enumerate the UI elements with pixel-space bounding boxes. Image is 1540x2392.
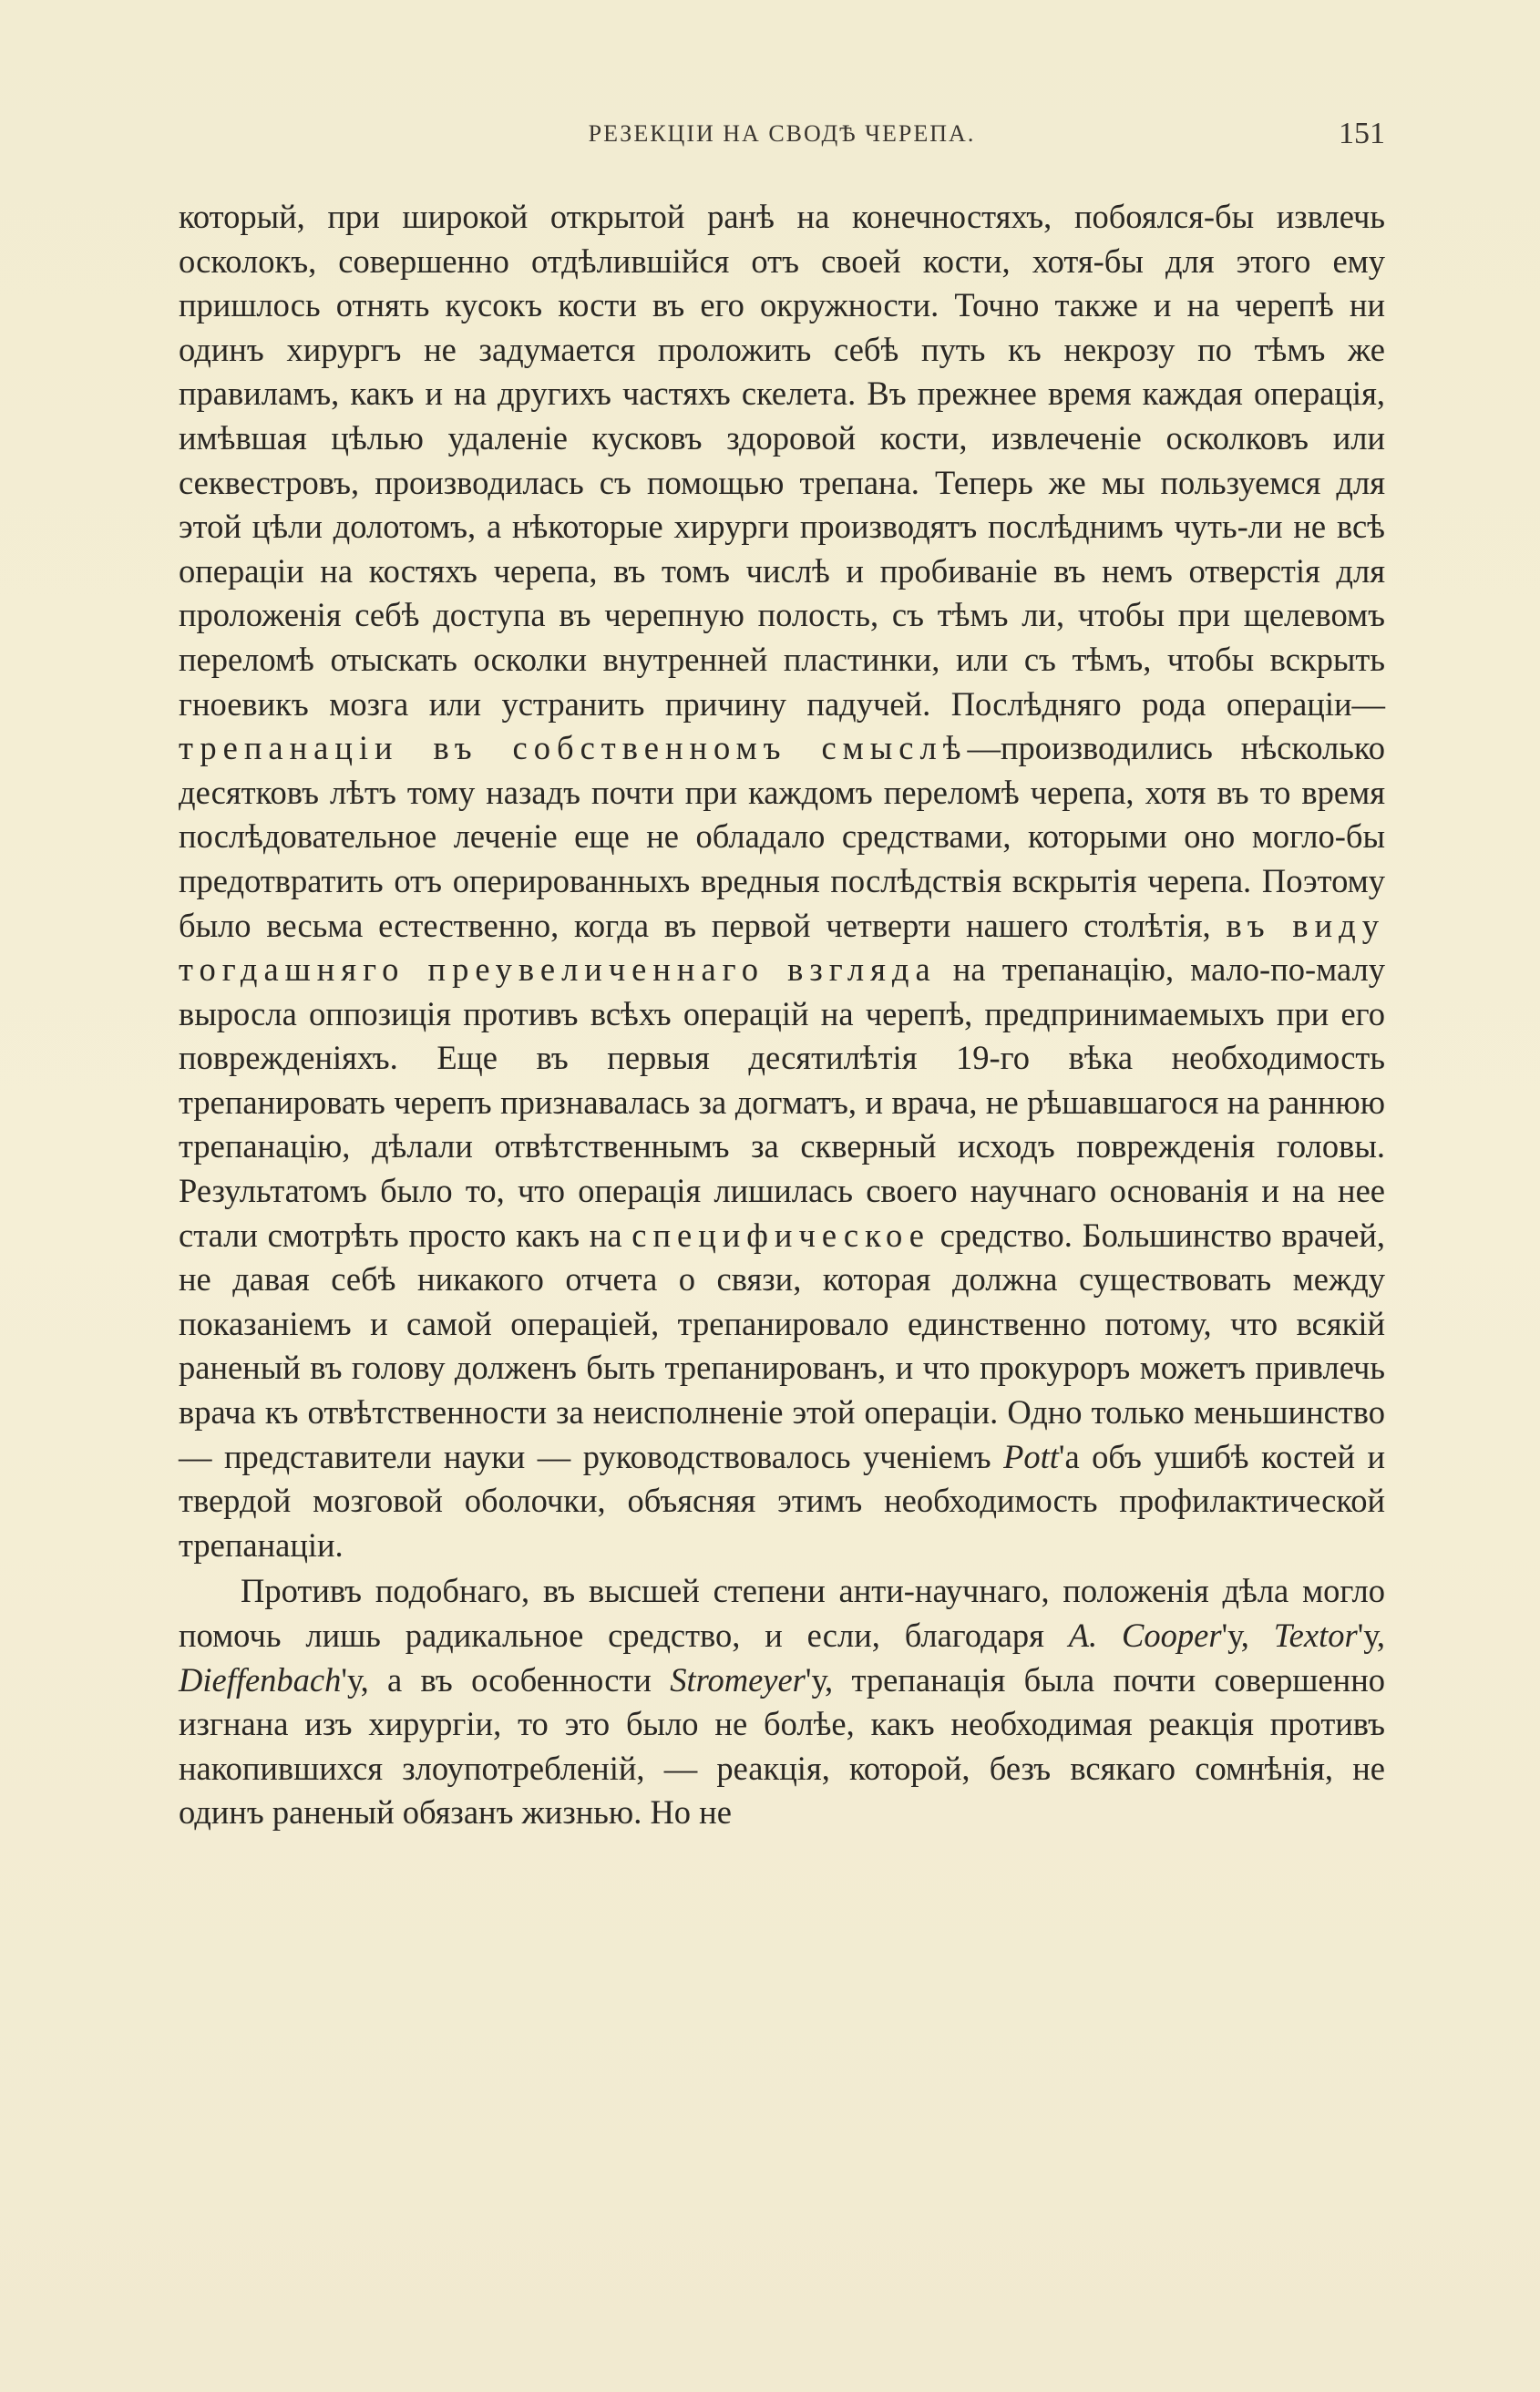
author-name-cooper: A. Cooper	[1068, 1617, 1222, 1654]
author-name-textor: Textor	[1273, 1617, 1358, 1654]
text-run: —производились нѣсколько десятковъ лѣтъ тому назадъ почти при каждомъ переломѣ черепа, хотя въ то время послѣдовательное леченiе еще не обладало средствами, которыми оно могло-бы предотвратить отъ оперированныхъ вредныя послѣдствiя вскрытiя черепа. Поэтому было весьма естественно, когда въ первой четверти нашего столѣтiя,	[179, 729, 1385, 944]
paragraph-1	[179, 195, 1385, 1567]
text-run: 'у,	[1357, 1617, 1385, 1654]
spaced-emphasis: въ виду тогдашняго преувеличеннаго взгляда	[179, 906, 1385, 989]
body-text	[179, 195, 1385, 1835]
author-name-stromeyer: Stromeyer	[670, 1660, 806, 1699]
text-run: 'у, трепанацiя была почти совершенно изгнана изъ хирургiи, то это было не болѣе, какъ необходимая реакцiя противъ накопившихся злоупотребленiй, — реакцiя, которой, безъ всякаго сомнѣнiя, не одинъ раненый обязанъ жизнью. Но не	[179, 1660, 1385, 1832]
text-run: Противъ подобнаго, въ высшей степени анти-научнаго, положенiя дѣла могло помочь лишь радикальное средство, и если, благодаря	[179, 1572, 1385, 1654]
paragraph-2	[179, 1569, 1385, 1835]
running-head	[179, 117, 1385, 160]
text-run: средство. Большинство врачей, не давая себѣ никакого отчета о связи, которая должна существовать между показанiемъ и самой операцiей, трепанировало единственно потому, что всякiй раненый въ голову долженъ быть трепанированъ, и что прокуроръ можетъ привлечь врача къ отвѣтственности за неисполненiе этой операцiи. Одно только меньшинство — представители науки — руководствовалось ученiемъ	[179, 1216, 1385, 1475]
spaced-emphasis: специфическое	[631, 1216, 930, 1254]
spaced-emphasis: трепанацiи въ собственномъ смыслѣ	[179, 729, 968, 767]
text-run: 'а объ ушибѣ костей и твердой мозговой оболочки, объясняя этимъ необходимость профилактической трепанацiи.	[179, 1437, 1385, 1564]
text-run: 'у, а въ особенности	[341, 1660, 671, 1699]
author-name-pott: Pott	[1003, 1437, 1059, 1475]
page-number: 151	[1339, 117, 1385, 150]
author-name-dieffenbach: Dieffenbach	[179, 1660, 342, 1699]
text-run: 'у,	[1221, 1617, 1274, 1654]
text-run: на трепанацiю, мало-по-малу выросла оппозицiя противъ всѣхъ операцiй на черепѣ, предпринимаемыхъ при его поврежденiяхъ. Еще въ первыя десятилѣтiя 19-го вѣка необходимость трепанировать черепъ признавалась за догматъ, и врача, не рѣшавшагося на раннюю трепанацiю, дѣлали отвѣтственнымъ за скверный исходъ поврежденiя головы. Результатомъ было то, что операцiя лишилась своего научнаго основанiя и на нее стали смотрѣть просто какъ на	[179, 950, 1385, 1254]
running-title: РЕЗЕКЦIИ НА СВОДѢ ЧЕРЕПА.	[588, 120, 976, 147]
text-run: который, при широкой открытой ранѣ на конечностяхъ, побоялся-бы извлечь осколокъ, совершенно отдѣлившiйся отъ своей кости, хотя-бы для этого ему пришлось отнять кусокъ кости въ его окружности. Точно также и на черепѣ ни одинъ хирургъ не задумается проложить себѣ путь къ некрозу по тѣмъ же правиламъ, какъ и на другихъ частяхъ скелета. Въ прежнее время каждая операцiя, имѣвшая цѣлью удаленiе кусковъ здоровой кости, извлеченiе осколковъ или секвестровъ, производилась съ помощью трепана. Теперь же мы пользуемся для этой цѣли долотомъ, а нѣкоторые хирурги производятъ послѣднимъ чуть-ли не всѣ операцiи на костяхъ черепа, въ томъ числѣ и пробиванiе въ немъ отверстiя для проложенiя себѣ доступа въ черепную полость, съ тѣмъ ли, чтобы при щелевомъ переломѣ отыскать осколки внутренней пластинки, или съ тѣмъ, чтобы вскрыть гноевикъ мозга или устранить причину падучей. Послѣдняго рода операцiи—	[179, 198, 1385, 723]
